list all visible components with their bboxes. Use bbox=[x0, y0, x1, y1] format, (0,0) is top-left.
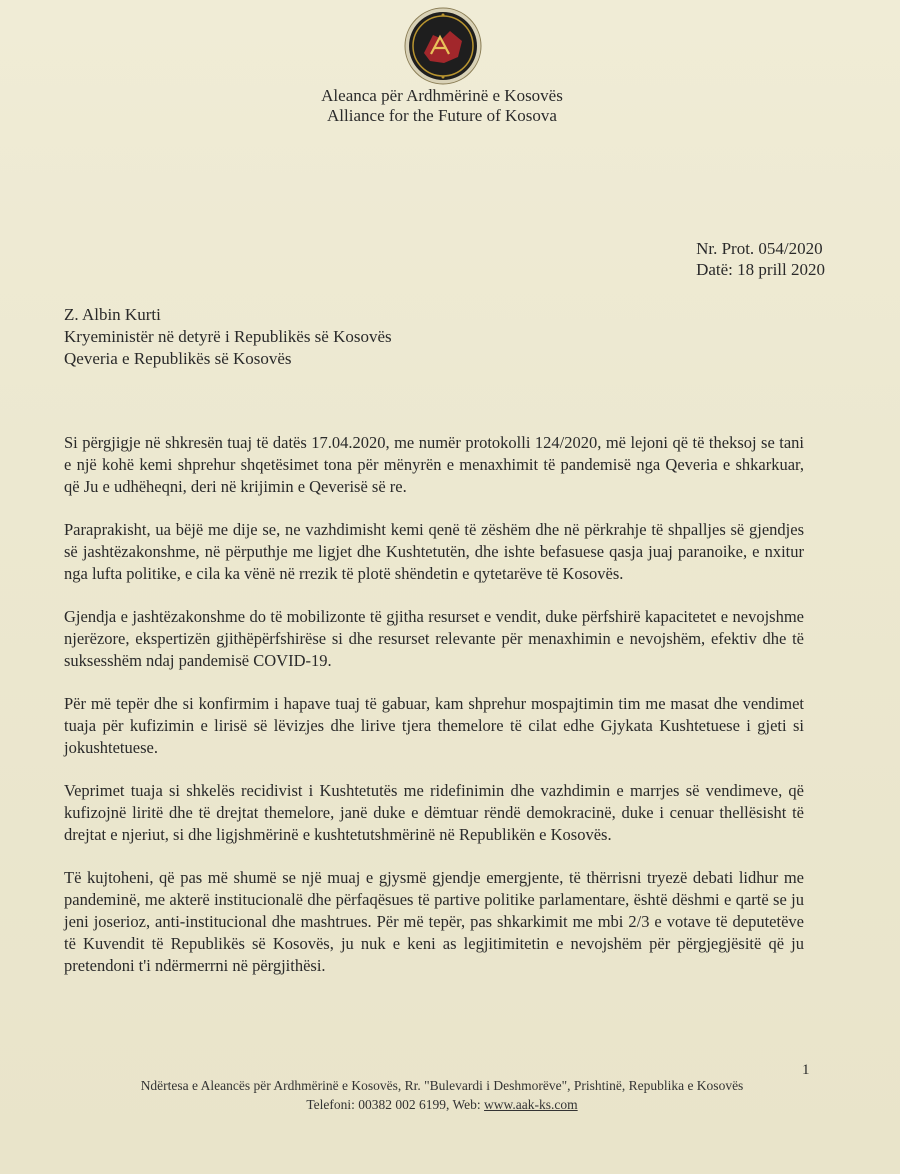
footer-web-link[interactable]: www.aak-ks.com bbox=[484, 1097, 578, 1112]
reference-block bbox=[696, 238, 825, 280]
recipient-block bbox=[64, 304, 392, 370]
body-paragraph: Veprimet tuaja si shkelës recidivist i Kushtetutës me ridefinimin dhe vazhdimin e marrjes së vendimeve, që kufizojnë liritë dhe të drejtat themelore, janë duke e dëmtuar rëndë demokracinë, duke i cenuar thellësisht të drejtat e njeriut, si dhe ligjshmërinë e kushtetutshmërinë në Republikën e Kosovës. bbox=[64, 781, 804, 844]
letter-date: Datë: 18 prill 2020 bbox=[696, 260, 825, 279]
organization-name bbox=[0, 86, 884, 126]
body-paragraph: Të kujtoheni, që pas më shumë se një muaj e gjysmë gjendje emergjente, të thërrisni tryezë debati lidhur me pandeminë, me akterë institucionalë dhe përfaqësues të partive politike parlamentare, është dëshmi e qartë se ju jeni joserioz, anti-institucional dhe mashtrues. Për më tepër, pas shkarkimit me mbi 2/3 e votave të deputetëve të Kuvendit të Republikës së Kosovës, ju nuk e keni as legjitimitetin e nevojshëm për përgjegjësitë që ju pretendoni t'i ndërmerrni në përgjithësi. bbox=[64, 868, 804, 975]
footer-phone: Telefoni: 00382 002 6199, Web: bbox=[306, 1097, 485, 1112]
page-number: 1 bbox=[802, 1062, 810, 1078]
body-paragraph: Për më tepër dhe si konfirmim i hapave tuaj të gabuar, kam shprehur mospajtimin tim me masat dhe vendimet tuaja për kufizimin e lirisë së lëvizjes dhe lirive tjera themelore të cilat edhe Gjykata Kushtetuese i gjeti si jokushtetuese. bbox=[64, 694, 804, 757]
body-paragraph: Paraprakisht, ua bëjë me dije se, ne vazhdimisht kemi qenë të zëshëm dhe në përkrahje të shpalljes së gjendjes së jashtëzakonshme, në përputhje me ligjet dhe Kushtetutën, dhe ishte befasuese qasja juaj paranoike, e nxitur nga lufta politike, e cila ka vënë në rrezik të plotë shëndetin e qytetarëve të Kosovës. bbox=[64, 520, 804, 583]
body-paragraph: Si përgjigje në shkresën tuaj të datës 17.04.2020, me numër protokolli 124/2020, më lejoni që të theksoj se tani e një kohë kemi shprehur shqetësimet tona për mënyrën e menaxhimit të pandemisë nga Qeveria e shkarkuar, që Ju e udhëheqni, deri në krijimin e Qeverisë së re. bbox=[64, 433, 804, 496]
recipient-name: Z. Albin Kurti bbox=[64, 305, 161, 324]
org-name-albanian: Aleanca për Ardhmërinë e Kosovës bbox=[321, 86, 563, 105]
recipient-title: Kryeministër në detyrë i Republikës së Kosovës bbox=[64, 327, 392, 346]
letter-footer bbox=[0, 1076, 884, 1114]
footer-address: Ndërtesa e Aleancës për Ardhmërinë e Kosovës, Rr. "Bulevardi i Deshmorëve", Prishtinë, Republika e Kosovës bbox=[140, 1078, 744, 1093]
body-paragraph: Gjendja e jashtëzakonshme do të mobilizonte të gjitha resurset e vendit, duke përfshirë kapacitetet e nevojshme njerëzore, ekspertizën gjithëpërfshirëse si dhe resurset relevante për menaxhimin e nevojshëm, efektiv dhe të suksesshëm ndaj pandemisë COVID-19. bbox=[64, 607, 804, 670]
party-logo-emblem bbox=[404, 7, 482, 85]
footer-contact bbox=[0, 1095, 884, 1114]
org-name-english: Alliance for the Future of Kosova bbox=[327, 106, 557, 125]
recipient-institution: Qeveria e Republikës së Kosovës bbox=[64, 349, 292, 368]
protocol-number: Nr. Prot. 054/2020 bbox=[696, 239, 823, 258]
letter-body bbox=[64, 432, 804, 998]
